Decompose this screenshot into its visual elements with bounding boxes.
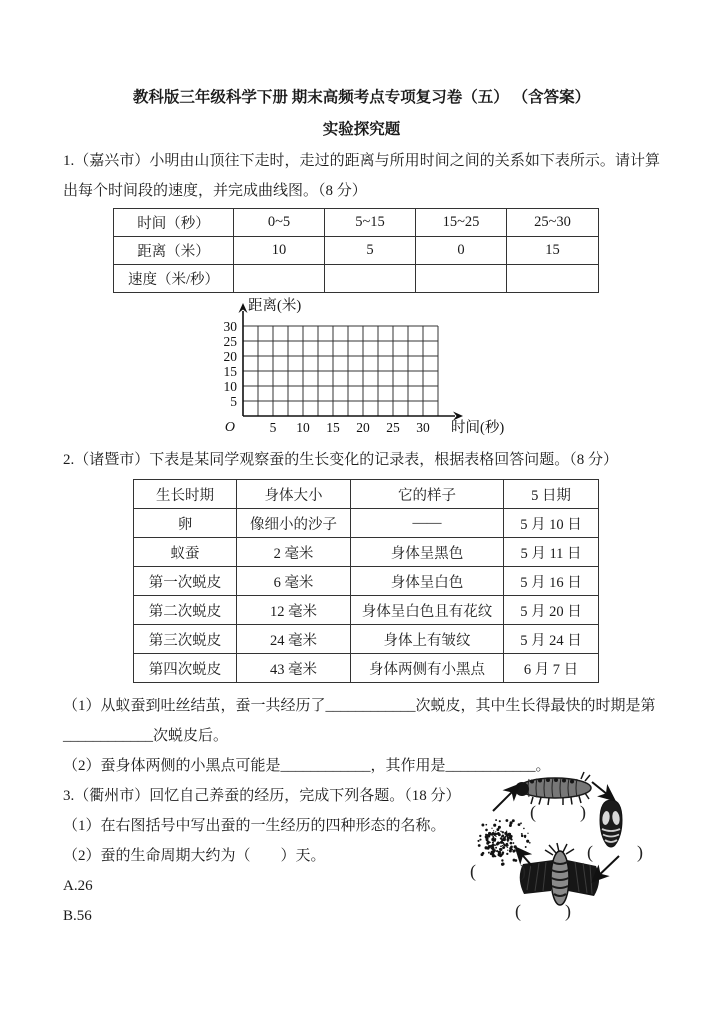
table-cell (507, 265, 599, 293)
x-tick-label: 30 (416, 420, 430, 435)
table-cell: 它的样子 (351, 480, 504, 509)
y-tick-label: 15 (223, 364, 237, 379)
table-cell: 身体两侧有小黑点 (351, 654, 504, 683)
silkworm-eggs-illustration (477, 819, 530, 866)
y-tick-label: 30 (223, 319, 237, 334)
arrow-pupa-to-moth (594, 856, 619, 880)
table-cell: 2 毫米 (237, 538, 351, 567)
table-cell: 5 月 24 日 (504, 625, 599, 654)
y-tick-label: 25 (223, 334, 237, 349)
table-row (114, 265, 599, 293)
distance-time-chart (209, 295, 660, 443)
table-cell: 15~25 (416, 209, 507, 237)
table-row (134, 480, 599, 509)
table-cell: 6 月 7 日 (504, 654, 599, 683)
table-cell: 0 (416, 237, 507, 265)
table-cell: 第四次蜕皮 (134, 654, 237, 683)
blank-paren-moth-close: ) (565, 901, 571, 921)
blank-paren-eggs-open: ( (470, 861, 476, 881)
arrow-larva-to-pupa (592, 782, 613, 799)
arrow-eggs-to-larva (493, 786, 518, 811)
table-cell: 12 毫米 (237, 596, 351, 625)
table-cell: 身体呈白色 (351, 567, 504, 596)
table-row (134, 654, 599, 683)
table-cell: 5 (325, 237, 416, 265)
table-row (134, 567, 599, 596)
table-cell: 5 日期 (504, 480, 599, 509)
chart-grid (209, 295, 544, 443)
table-cell: 0~5 (234, 209, 325, 237)
blank-paren-moth-open: ( (515, 901, 521, 921)
section-heading: 实验探究题 (322, 121, 401, 138)
y-axis-title: 距离(米) (248, 298, 302, 314)
table-row (134, 596, 599, 625)
table-cell: 第二次蜕皮 (134, 596, 237, 625)
question3-sub2-text: （2）蚕的生命周期大约为（ ）天。 (63, 848, 326, 864)
table-cell: 5 月 20 日 (504, 596, 599, 625)
question1-text: 1.（嘉兴市）小明由山顶往下走时，走过的距离与所用时间之间的关系如下表所示。请计算出每个时间段的速度，并完成曲线图。（8 分） (63, 153, 660, 199)
x-tick-label: 20 (356, 420, 370, 435)
silkworm-larva-illustration (515, 772, 591, 805)
x-tick-label: 10 (296, 420, 310, 435)
question3-text: 3.（衢州市）回忆自己养蚕的经历，完成下列各题。（18 分） (63, 788, 461, 804)
table-cell: 身体上有皱纹 (351, 625, 504, 654)
table-cell: 生长时期 (134, 480, 237, 509)
table-cell: 身体大小 (237, 480, 351, 509)
table-cell: 身体呈白色且有花纹 (351, 596, 504, 625)
table-row (134, 538, 599, 567)
table-cell (416, 265, 507, 293)
table-cell: 15 (507, 237, 599, 265)
blank-paren-pupa-open: ( (587, 842, 593, 862)
table-row (114, 209, 599, 237)
document-title: 教科版三年级科学下册 期末高频考点专项复习卷（五） （含答案） (132, 89, 591, 106)
blank-paren-larva-open: ( (530, 802, 536, 822)
x-tick-label: 25 (386, 420, 400, 435)
table-cell: 第一次蜕皮 (134, 567, 237, 596)
question3-option-a: A.26 (63, 878, 93, 894)
table-cell: 5~15 (325, 209, 416, 237)
y-tick-label: 20 (223, 349, 237, 364)
blank-paren-pupa-close: ) (637, 842, 643, 862)
table-cell: 5 月 16 日 (504, 567, 599, 596)
question2-sub2-text: （2）蚕身体两侧的小黑点可能是____________，其作用是____________。 (63, 758, 551, 774)
table-cell: 5 月 10 日 (504, 509, 599, 538)
table-row (134, 509, 599, 538)
blank-paren-larva-close: ) (580, 802, 586, 822)
table-cell: 24 毫米 (237, 625, 351, 654)
question3-option-b: B.56 (63, 908, 92, 924)
table-cell: 身体呈黑色 (351, 538, 504, 567)
question2-text: 2.（诸暨市）下表是某同学观察蚕的生长变化的记录表，根据表格回答问题。（8 分） (63, 452, 619, 468)
table-cell: —— (351, 509, 504, 538)
question2-sub1-continuation: ____________次蜕皮后。 (63, 728, 229, 744)
table-cell: 5 月 11 日 (504, 538, 599, 567)
table-cell: 卵 (134, 509, 237, 538)
blank-paren-eggs-close: ) (520, 861, 526, 881)
table-row (114, 237, 599, 265)
y-tick-label: 10 (223, 379, 237, 394)
silkworm-pupa-illustration (600, 800, 622, 847)
origin-label: O (224, 420, 235, 435)
silkworm-growth-table (133, 479, 599, 683)
x-tick-label: 5 (269, 420, 277, 435)
table-cell (234, 265, 325, 293)
question2-sub1-text: （1）从蚁蚕到吐丝结茧，蚕一共经历了____________次蜕皮，其中生长得最快的时期是第 (63, 698, 656, 714)
question3-sub1-text: （1）在右图括号中写出蚕的一生经历的四种形态的名称。 (63, 818, 446, 834)
table-row (134, 625, 599, 654)
table-cell: 距离（米） (114, 237, 234, 265)
table-cell: 10 (234, 237, 325, 265)
table-cell: 蚁蚕 (134, 538, 237, 567)
table-cell: 43 毫米 (237, 654, 351, 683)
table-cell: 时间（秒） (114, 209, 234, 237)
table-cell (325, 265, 416, 293)
table-cell: 25~30 (507, 209, 599, 237)
speed-table (113, 208, 599, 293)
table-cell: 第三次蜕皮 (134, 625, 237, 654)
silkworm-lifecycle-figure (463, 762, 721, 934)
table-cell: 6 毫米 (237, 567, 351, 596)
y-tick-label: 5 (230, 394, 237, 409)
x-tick-label: 15 (326, 420, 340, 435)
x-axis-title: 时间(秒) (451, 420, 505, 436)
table-cell: 速度（米/秒） (114, 265, 234, 293)
table-cell: 像细小的沙子 (237, 509, 351, 538)
